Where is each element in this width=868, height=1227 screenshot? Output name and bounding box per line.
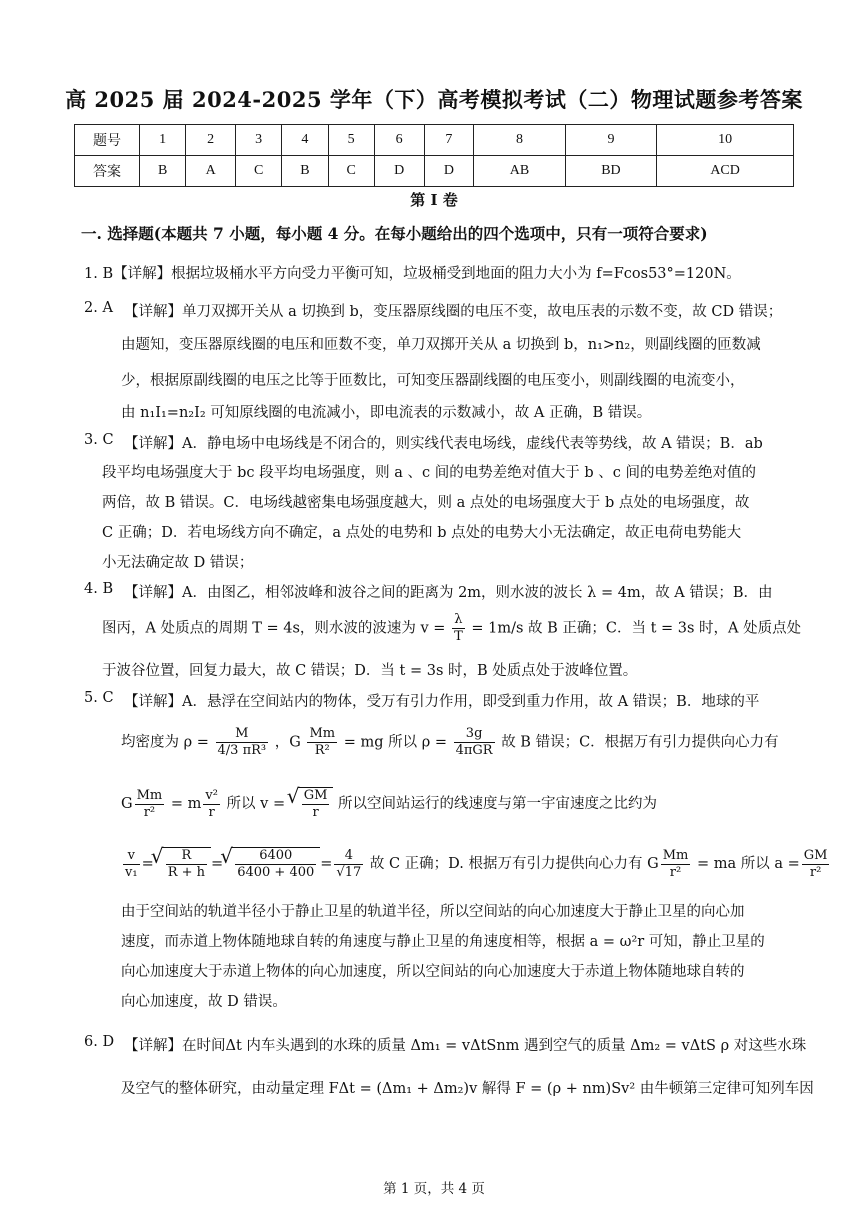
fraction-numerator: Mm	[309, 726, 336, 741]
answer-cell: D	[374, 156, 424, 187]
answer-cell: C	[328, 156, 374, 187]
fraction-numerator: Mm	[662, 847, 689, 863]
fraction-numerator: √ 6400	[235, 848, 316, 865]
question-number-cell: 10	[657, 125, 794, 156]
q3-line-5: 小无法确定故 D 错误；	[102, 555, 254, 571]
density-fraction	[216, 726, 269, 759]
q5-line-7: 向心加速度大于赤道上物体的向心加速度，所以空间站的向心加速度大于赤道上物体随地球自转的	[121, 964, 745, 980]
q3-line-1: 【详解】A．静电场中电场线是不闭合的，则实线代表电场线，虚线代表等势线，故 A 错误；B．ab	[124, 436, 763, 452]
q5-number: 5. C	[84, 690, 114, 706]
q2-line-3: 少，根据原副线圈的电压之比等于匝数比，可知变压器副线圈的电压变小，则副线圈的电流变小，	[121, 373, 745, 389]
sqrt-fraction	[235, 848, 316, 881]
question-number-cell: 8	[474, 125, 565, 156]
wave-speed-fraction	[452, 612, 465, 645]
answer-table-number-row	[75, 125, 794, 156]
row-label-number: 题号	[75, 125, 140, 156]
fraction-numerator: v²	[205, 787, 218, 803]
gravity-fraction	[307, 726, 337, 759]
ratio-sqrt-2	[231, 847, 320, 881]
fraction-numerator: λ	[452, 612, 465, 629]
velocity-sqrt	[298, 787, 334, 821]
answer-cell: B	[140, 156, 186, 187]
q6-line-1: 【详解】在时间Δt 内车头遇到的水珠的质量 Δm₁ = vΔtSnm 遇到空气的质量 Δm₂ = vΔtS ρ 对这些水珠	[124, 1038, 807, 1054]
q5-line-3-a: G	[121, 796, 133, 812]
fraction-denominator: √17	[336, 864, 362, 880]
sqrt-fraction	[302, 788, 330, 821]
gravity-fraction-ma	[661, 848, 691, 881]
q5-line-3	[121, 787, 657, 821]
answer-cell: B	[282, 156, 328, 187]
q5-line-3-d: 所以空间站运行的线速度与第一宇宙速度之比约为	[338, 796, 658, 812]
gravity-fraction-r	[135, 788, 165, 821]
q3-line-3: 两倍，故 B 错误。C．电场线越密集电场强度越大，则 a 点处的电场强度大于 b 点处的电场强度，故	[102, 495, 750, 511]
fraction-numerator: M	[216, 726, 269, 743]
question-number-cell: 5	[328, 125, 374, 156]
fraction-numerator: √ GM	[303, 788, 328, 803]
fraction-denominator: R + h	[167, 865, 206, 880]
fraction-denominator: r	[208, 804, 215, 820]
fraction-numerator: √ R	[166, 848, 207, 865]
answer-cell: C	[236, 156, 282, 187]
q5-line-4-b: = ma 所以 a =	[696, 856, 800, 872]
q4-number: 4. B	[84, 581, 114, 597]
velocity-ratio-fraction	[123, 848, 140, 881]
q5-line-1: 【详解】A．悬浮在空间站内的物体，受万有引力作用，即受到重力作用，故 A 错误；B．地球的平	[124, 694, 760, 710]
fraction-numerator: GM	[803, 847, 828, 863]
q5-line-2-d: 故 B 错误；C．根据万有引力提供向心力有	[501, 734, 779, 751]
fraction-denominator: 4/3 πR³	[217, 743, 267, 758]
ratio-sqrt-1	[162, 847, 211, 881]
fraction-numerator: Mm	[136, 787, 163, 803]
fraction-denominator: 6400 + 400	[237, 865, 315, 880]
fraction-numerator: 3g	[454, 726, 495, 743]
q2-line-2: 由题知，变压器原线圈的电压和匝数不变，单刀双掷开关从 a 切换到 b，n₁>n₂，则副线圈的匝数减	[121, 337, 761, 353]
answer-table-answer-row	[75, 156, 794, 187]
answer-cell: D	[424, 156, 474, 187]
fraction-numerator: v	[123, 848, 140, 865]
q5-line-2	[121, 726, 779, 759]
q1-text: 1. B【详解】根据垃圾桶水平方向受力平衡可知，垃圾桶受到地面的阻力大小为 f=Fcos53°=120N。	[84, 266, 741, 282]
q4-line-2-b: = 1m/s 故 B 正确；C．当 t = 3s 时，A 处质点处	[471, 620, 802, 637]
q5-line-8: 向心加速度，故 D 错误。	[121, 994, 287, 1010]
answer-cell: BD	[565, 156, 656, 187]
ratio-result-fraction	[334, 848, 363, 881]
q5-line-3-c: 所以 v =	[226, 796, 286, 812]
q2-line-1: 【详解】单刀双掷开关从 a 切换到 b，变压器原线圈的电压不变，故电压表的示数不变，故 CD 错误；	[124, 304, 783, 320]
q4-line-1: 【详解】A．由图乙，相邻波峰和波谷之间的距离为 2m，则水波的波长 λ = 4m，故 A 错误；B．由	[124, 585, 773, 601]
question-number-cell: 3	[236, 125, 282, 156]
q4-line-2-a: 图丙，A 处质点的周期 T = 4s，则水波的波速为 v =	[102, 620, 446, 637]
answer-cell: ACD	[657, 156, 794, 187]
q3-line-4: C 正确；D．若电场线方向不确定，a 点处的电势和 b 点处的电势大小无法确定，故正电荷电势能大	[102, 525, 742, 541]
q5-line-4-a: 故 C 正确；D. 根据万有引力提供向心力有 G	[369, 856, 659, 872]
page-footer: 第 1 页，共 4 页	[383, 1181, 485, 1197]
sqrt-fraction	[166, 848, 207, 881]
q5-line-2-a: 均密度为 ρ =	[121, 734, 209, 751]
question-number-cell: 2	[186, 125, 236, 156]
question-number-cell: 1	[140, 125, 186, 156]
answer-table	[74, 124, 794, 187]
q6-number: 6. D	[84, 1034, 115, 1050]
question-number-cell: 6	[374, 125, 424, 156]
question-number-cell: 9	[565, 125, 656, 156]
q4-line-2	[102, 612, 801, 645]
q3-number: 3. C	[84, 432, 114, 448]
rho-result-fraction	[454, 726, 495, 759]
q6-line-2: 及空气的整体研究，由动量定理 FΔt = (Δm₁ + Δm₂)v 解得 F = (ρ + nm)Sv² 由牛顿第三定律可知列车因	[121, 1081, 814, 1097]
acceleration-fraction	[802, 848, 830, 881]
q5-line-6: 速度，而赤道上物体随地球自转的角速度与静止卫星的角速度相等，根据 a = ω²r 可知，静止卫星的	[121, 934, 765, 950]
fraction-denominator: r²	[669, 864, 682, 880]
section-heading: 一. 选择题(本题共 7 小题，每小题 4 分。在每小题给出的四个选项中，只有一项符合要求)	[81, 224, 708, 243]
q5-line-4: $\frac{v}{\text{v₁}}$ = √ $\frac{R}{R + h}$ = √ $\frac{6400}{6400 + 400}$ = $\frac{4}{√17}$ 故 C 正确；D. 根据万有引力提供向心力有 G $\frac{Mm}{\text{r²}}$ = ma 所以 a = $\frac{GM}{\text{r²}}$	[121, 847, 831, 881]
fraction-denominator: r	[312, 805, 319, 820]
fraction-denominator: T	[454, 629, 463, 644]
centripetal-fraction	[203, 788, 220, 821]
fraction-denominator: r²	[809, 864, 822, 880]
answer-cell: AB	[474, 156, 565, 187]
question-number-cell: 7	[424, 125, 474, 156]
volume-label: 第 I 卷	[410, 191, 458, 209]
q3-line-2: 段平均电场强度大于 bc 段平均电场强度，则 a 、c 间的电势差绝对值大于 b 、c 间的电势差绝对值的	[102, 465, 756, 481]
fraction-denominator: r²	[143, 804, 156, 820]
q5-line-3-b: = m	[170, 796, 202, 812]
answer-cell: A	[186, 156, 236, 187]
fraction-denominator: R²	[314, 743, 330, 758]
fraction-denominator: v₁	[125, 864, 138, 880]
q2-line-4: 由 n₁I₁=n₂I₂ 可知原线圈的电流减小，即电流表的示数减小，故 A 正确，B 错误。	[121, 405, 652, 421]
q4-line-3: 于波谷位置，回复力最大，故 C 错误；D．当 t = 3s 时，B 处质点处于波峰位置。	[102, 663, 638, 679]
question-number-cell: 4	[282, 125, 328, 156]
document-title: 高 2025 届 2024-2025 学年（下）高考模拟考试（二）物理试题参考答案	[65, 87, 803, 112]
q2-number: 2. A	[84, 300, 113, 316]
row-label-answer: 答案	[75, 156, 140, 187]
fraction-denominator: 4πGR	[455, 743, 493, 758]
fraction-numerator: 4	[334, 848, 363, 865]
q5-line-5: 由于空间站的轨道半径小于静止卫星的轨道半径，所以空间站的向心加速度大于静止卫星的向心加	[121, 904, 745, 920]
q5-line-2-b: ，G	[274, 734, 301, 751]
q5-line-2-c: = mg 所以 ρ =	[343, 734, 447, 751]
